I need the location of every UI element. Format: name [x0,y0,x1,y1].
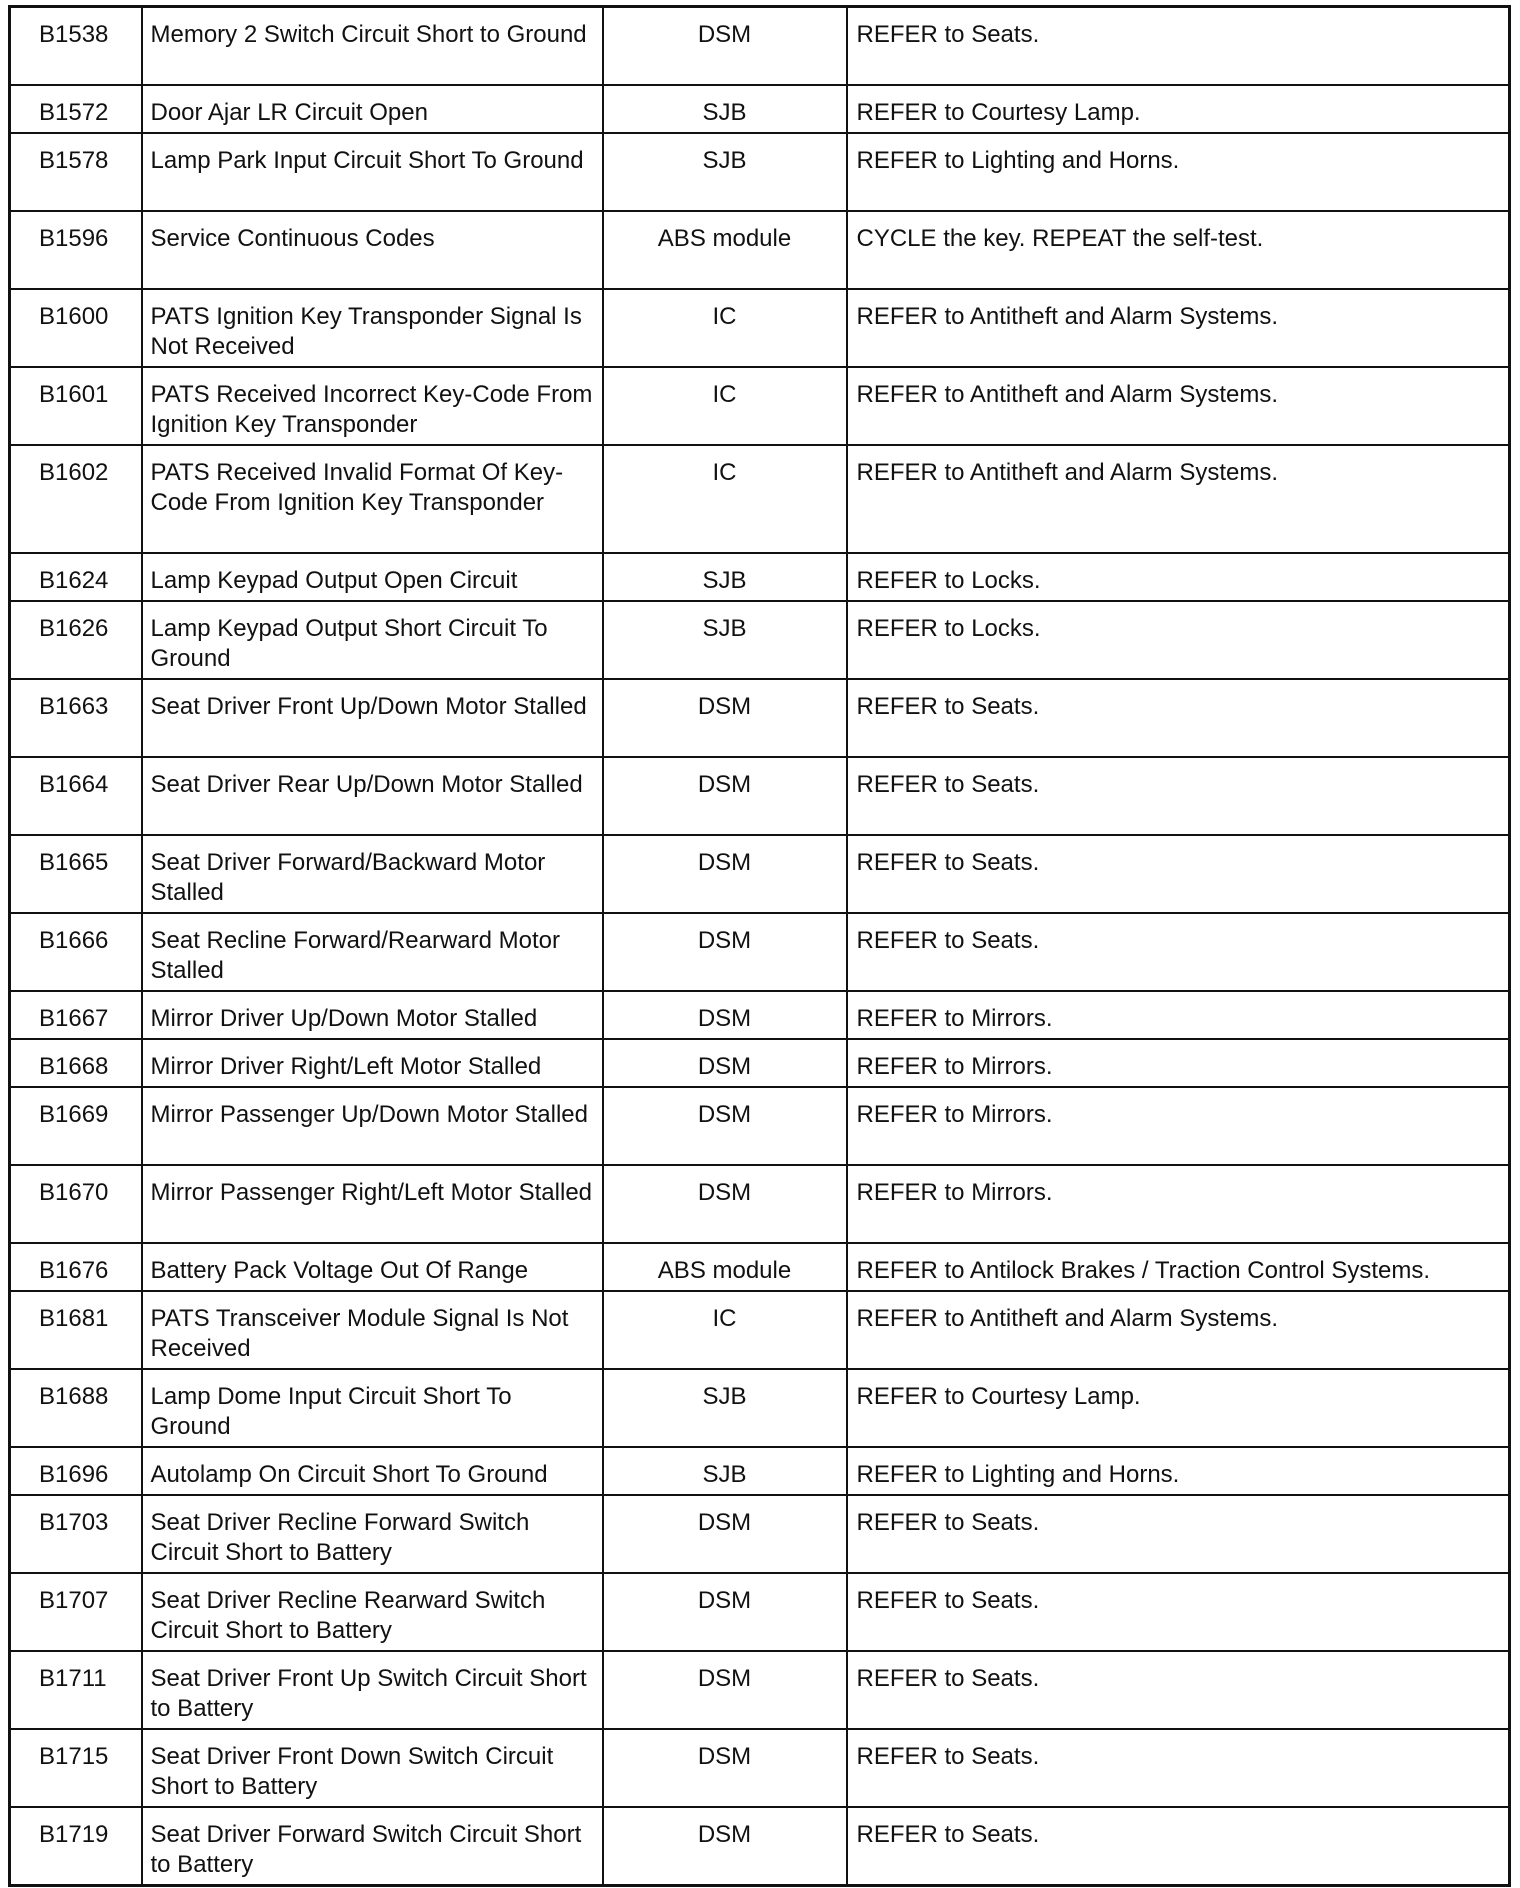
dtc-code-cell: B1601 [10,367,142,445]
dtc-code-cell: B1666 [10,913,142,991]
table-row [10,835,1510,913]
dtc-action-cell: REFER to Locks. [847,601,1510,679]
dtc-module-cell: DSM [603,1087,847,1165]
table-row [10,553,1510,601]
dtc-module-cell: SJB [603,601,847,679]
table-row [10,1729,1510,1807]
table-row [10,991,1510,1039]
dtc-action-cell: REFER to Mirrors. [847,991,1510,1039]
dtc-action-cell: REFER to Antitheft and Alarm Systems. [847,289,1510,367]
table-row [10,1807,1510,1886]
table-row [10,1165,1510,1243]
dtc-module-cell: DSM [603,1165,847,1243]
table-row [10,1243,1510,1291]
dtc-code-cell: B1711 [10,1651,142,1729]
dtc-action-cell: REFER to Mirrors. [847,1165,1510,1243]
table-row [10,1447,1510,1495]
dtc-description-cell: Seat Driver Front Up/Down Motor Stalled [142,679,603,757]
dtc-action-cell: REFER to Antitheft and Alarm Systems. [847,367,1510,445]
dtc-action-cell: REFER to Seats. [847,1729,1510,1807]
table-row [10,913,1510,991]
dtc-code-cell: B1624 [10,553,142,601]
dtc-code-cell: B1602 [10,445,142,553]
dtc-code-cell: B1538 [10,7,142,85]
dtc-description-cell: Memory 2 Switch Circuit Short to Ground [142,7,603,85]
dtc-description-cell: Mirror Passenger Up/Down Motor Stalled [142,1087,603,1165]
dtc-action-cell: REFER to Antilock Brakes / Traction Control Systems. [847,1243,1510,1291]
table-row [10,289,1510,367]
dtc-description-cell: Door Ajar LR Circuit Open [142,85,603,133]
dtc-module-cell: SJB [603,1369,847,1447]
dtc-action-cell: REFER to Seats. [847,7,1510,85]
dtc-module-cell: IC [603,367,847,445]
dtc-module-cell: DSM [603,1807,847,1886]
dtc-code-cell: B1715 [10,1729,142,1807]
dtc-module-cell: DSM [603,1573,847,1651]
table-row [10,1651,1510,1729]
dtc-module-cell: DSM [603,679,847,757]
dtc-code-cell: B1600 [10,289,142,367]
dtc-action-cell: REFER to Seats. [847,1651,1510,1729]
table-row [10,1573,1510,1651]
dtc-description-cell: PATS Received Invalid Format Of Key-Code From Ignition Key Transponder [142,445,603,553]
table-row [10,1369,1510,1447]
dtc-module-cell: IC [603,445,847,553]
dtc-description-cell: Seat Driver Recline Rearward Switch Circuit Short to Battery [142,1573,603,1651]
dtc-action-cell: REFER to Courtesy Lamp. [847,1369,1510,1447]
dtc-module-cell: SJB [603,85,847,133]
table-row [10,601,1510,679]
dtc-description-cell: Lamp Keypad Output Short Circuit To Ground [142,601,603,679]
dtc-description-cell: Seat Recline Forward/Rearward Motor Stalled [142,913,603,991]
dtc-module-cell: DSM [603,913,847,991]
dtc-description-cell: Seat Driver Rear Up/Down Motor Stalled [142,757,603,835]
dtc-description-cell: PATS Received Incorrect Key-Code From Ignition Key Transponder [142,367,603,445]
dtc-description-cell: Seat Driver Recline Forward Switch Circuit Short to Battery [142,1495,603,1573]
dtc-action-cell: REFER to Antitheft and Alarm Systems. [847,1291,1510,1369]
table-row [10,133,1510,211]
dtc-module-cell: DSM [603,1651,847,1729]
table-row [10,1039,1510,1087]
dtc-description-cell: Seat Driver Forward/Backward Motor Stalled [142,835,603,913]
dtc-action-cell: CYCLE the key. REPEAT the self-test. [847,211,1510,289]
dtc-description-cell: Seat Driver Front Up Switch Circuit Short to Battery [142,1651,603,1729]
dtc-code-cell: B1696 [10,1447,142,1495]
table-row [10,679,1510,757]
table-row [10,7,1510,85]
dtc-code-cell: B1665 [10,835,142,913]
dtc-code-cell: B1681 [10,1291,142,1369]
dtc-action-cell: REFER to Seats. [847,1573,1510,1651]
dtc-code-cell: B1668 [10,1039,142,1087]
dtc-module-cell: ABS module [603,211,847,289]
dtc-code-cell: B1667 [10,991,142,1039]
dtc-module-cell: DSM [603,991,847,1039]
dtc-code-cell: B1676 [10,1243,142,1291]
dtc-code-cell: B1670 [10,1165,142,1243]
dtc-code-cell: B1688 [10,1369,142,1447]
dtc-code-cell: B1663 [10,679,142,757]
table-row [10,1087,1510,1165]
dtc-module-cell: DSM [603,1729,847,1807]
dtc-table-body [10,7,1510,1886]
dtc-action-cell: REFER to Seats. [847,1495,1510,1573]
table-row [10,757,1510,835]
dtc-action-cell: REFER to Mirrors. [847,1039,1510,1087]
dtc-module-cell: IC [603,289,847,367]
dtc-table [8,5,1511,1887]
dtc-module-cell: DSM [603,757,847,835]
dtc-code-cell: B1719 [10,1807,142,1886]
dtc-description-cell: Seat Driver Front Down Switch Circuit Short to Battery [142,1729,603,1807]
dtc-action-cell: REFER to Seats. [847,757,1510,835]
dtc-code-cell: B1626 [10,601,142,679]
dtc-action-cell: REFER to Seats. [847,835,1510,913]
table-row [10,211,1510,289]
dtc-description-cell: PATS Ignition Key Transponder Signal Is Not Received [142,289,603,367]
dtc-module-cell: DSM [603,835,847,913]
dtc-description-cell: Mirror Driver Right/Left Motor Stalled [142,1039,603,1087]
dtc-action-cell: REFER to Locks. [847,553,1510,601]
table-row [10,1291,1510,1369]
dtc-action-cell: REFER to Lighting and Horns. [847,1447,1510,1495]
dtc-description-cell: Autolamp On Circuit Short To Ground [142,1447,603,1495]
dtc-code-cell: B1703 [10,1495,142,1573]
dtc-code-cell: B1596 [10,211,142,289]
dtc-description-cell: Mirror Driver Up/Down Motor Stalled [142,991,603,1039]
dtc-description-cell: Service Continuous Codes [142,211,603,289]
dtc-module-cell: DSM [603,7,847,85]
dtc-description-cell: Lamp Dome Input Circuit Short To Ground [142,1369,603,1447]
dtc-module-cell: SJB [603,133,847,211]
dtc-module-cell: SJB [603,1447,847,1495]
dtc-table-container [8,5,1508,1887]
dtc-code-cell: B1664 [10,757,142,835]
table-row [10,1495,1510,1573]
dtc-description-cell: PATS Transceiver Module Signal Is Not Received [142,1291,603,1369]
dtc-description-cell: Mirror Passenger Right/Left Motor Stalled [142,1165,603,1243]
table-row [10,367,1510,445]
dtc-code-cell: B1669 [10,1087,142,1165]
dtc-description-cell: Lamp Park Input Circuit Short To Ground [142,133,603,211]
table-row [10,445,1510,553]
dtc-action-cell: REFER to Mirrors. [847,1087,1510,1165]
dtc-action-cell: REFER to Seats. [847,913,1510,991]
dtc-action-cell: REFER to Seats. [847,1807,1510,1886]
table-row [10,85,1510,133]
dtc-description-cell: Seat Driver Forward Switch Circuit Short to Battery [142,1807,603,1886]
dtc-module-cell: SJB [603,553,847,601]
dtc-action-cell: REFER to Courtesy Lamp. [847,85,1510,133]
dtc-action-cell: REFER to Antitheft and Alarm Systems. [847,445,1510,553]
dtc-module-cell: ABS module [603,1243,847,1291]
dtc-code-cell: B1707 [10,1573,142,1651]
dtc-action-cell: REFER to Lighting and Horns. [847,133,1510,211]
dtc-module-cell: DSM [603,1039,847,1087]
dtc-description-cell: Battery Pack Voltage Out Of Range [142,1243,603,1291]
dtc-action-cell: REFER to Seats. [847,679,1510,757]
dtc-description-cell: Lamp Keypad Output Open Circuit [142,553,603,601]
dtc-module-cell: IC [603,1291,847,1369]
dtc-code-cell: B1572 [10,85,142,133]
dtc-code-cell: B1578 [10,133,142,211]
dtc-module-cell: DSM [603,1495,847,1573]
